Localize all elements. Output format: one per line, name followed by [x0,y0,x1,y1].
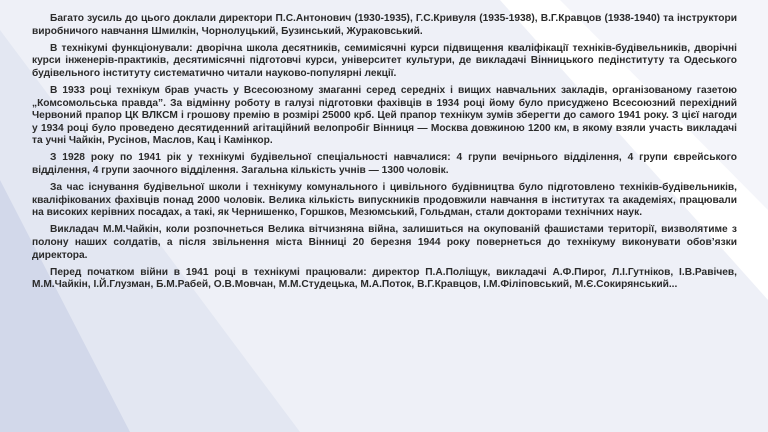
paragraph-directors: Багато зусиль до цього доклали директори П.С.Антонович (1930-1935), Г.С.Кривуля (1935-1938), В.Г.Кравцов (1938-1940) та інструктори виробничого навчання Шмилкін, Чорнолуцький, Бузинський, Жураковський. [32,13,737,37]
paragraph-competition-1933: В 1933 році технікум брав участь у Всесоюзному змаганні серед середніх і вищих навчальних закладів, організованому газетою „Комсомольська правда”. За відмінну роботу в галузі підготовки фахівців в 1934 році йому було присуджено Всесоюзний перехідний Червоний прапор ЦК ВЛКСМ і грошову премію в розмірі 25000 крб. Цей прапор технікум зумів зберегти до самого 1941 року. З цієї нагоди у 1934 році було проведено десятиденний агітаційний велопробіг Вінниця — Москва довжиною 1200 км, в якому взяли участь викладачі та учні Чайкін, Русінов, Маслов, Кац і Камінкор. [32,84,737,147]
paragraph-chaikin: Викладач М.М.Чайкін, коли розпочнеться Велика вітчизняна війна, залишиться на окупованій фашистами території, визволятиме з полону наших солдатів, а після звільнення міста Вінниці 20 березня 1944 року повернеться до технікуму виконувати обов’язки директора. [32,224,737,261]
paragraph-graduates: За час існування будівельної школи і технікуму комунального і цивільного будівництва було підготовлено техніків-будівельників, кваліфікованих фахівців понад 2000 чоловік. Велика кількість випускників продовжили навчання в інститутах та академіях, працювали на високих керівних посадах, а такі, як Чернишенко, Горшков, Мезюмський, Гольдман, стали докторами технічних наук. [32,182,737,219]
slide-text-body [32,13,737,296]
paragraph-courses: В технікумі функціонували: дворічна школа десятників, семимісячні курси підвищення кваліфікації техніків-будівельників, дворічні курси інженерів-практиків, десятимісячні підготовчі курси, університет культури, де викладачі Вінницького педінституту та Одеського будівельного інституту систематично читали науково-популярні лекції. [32,42,737,79]
paragraph-staff-1941: Перед початком війни в 1941 році в технікумі працювали: директор П.А.Поліщук, викладачі А.Ф.Пирог, Л.І.Гутніков, І.В.Равічев, М.М.Чайкін, І.Й.Глузман, Б.М.Рабей, О.В.Мовчан, М.М.Студецька, М.А.Поток, В.Г.Кравцов, І.М.Філіповський, М.Є.Сокирянський... [32,266,737,291]
paragraph-students-1928-1941: З 1928 року по 1941 рік у технікумі будівельної спеціальності навчалися: 4 групи вечірнього відділення, 4 групи єврейського відділення, 4 групи заочного відділення. Загальна кількість учнів — 1300 чоловік. [32,152,737,177]
